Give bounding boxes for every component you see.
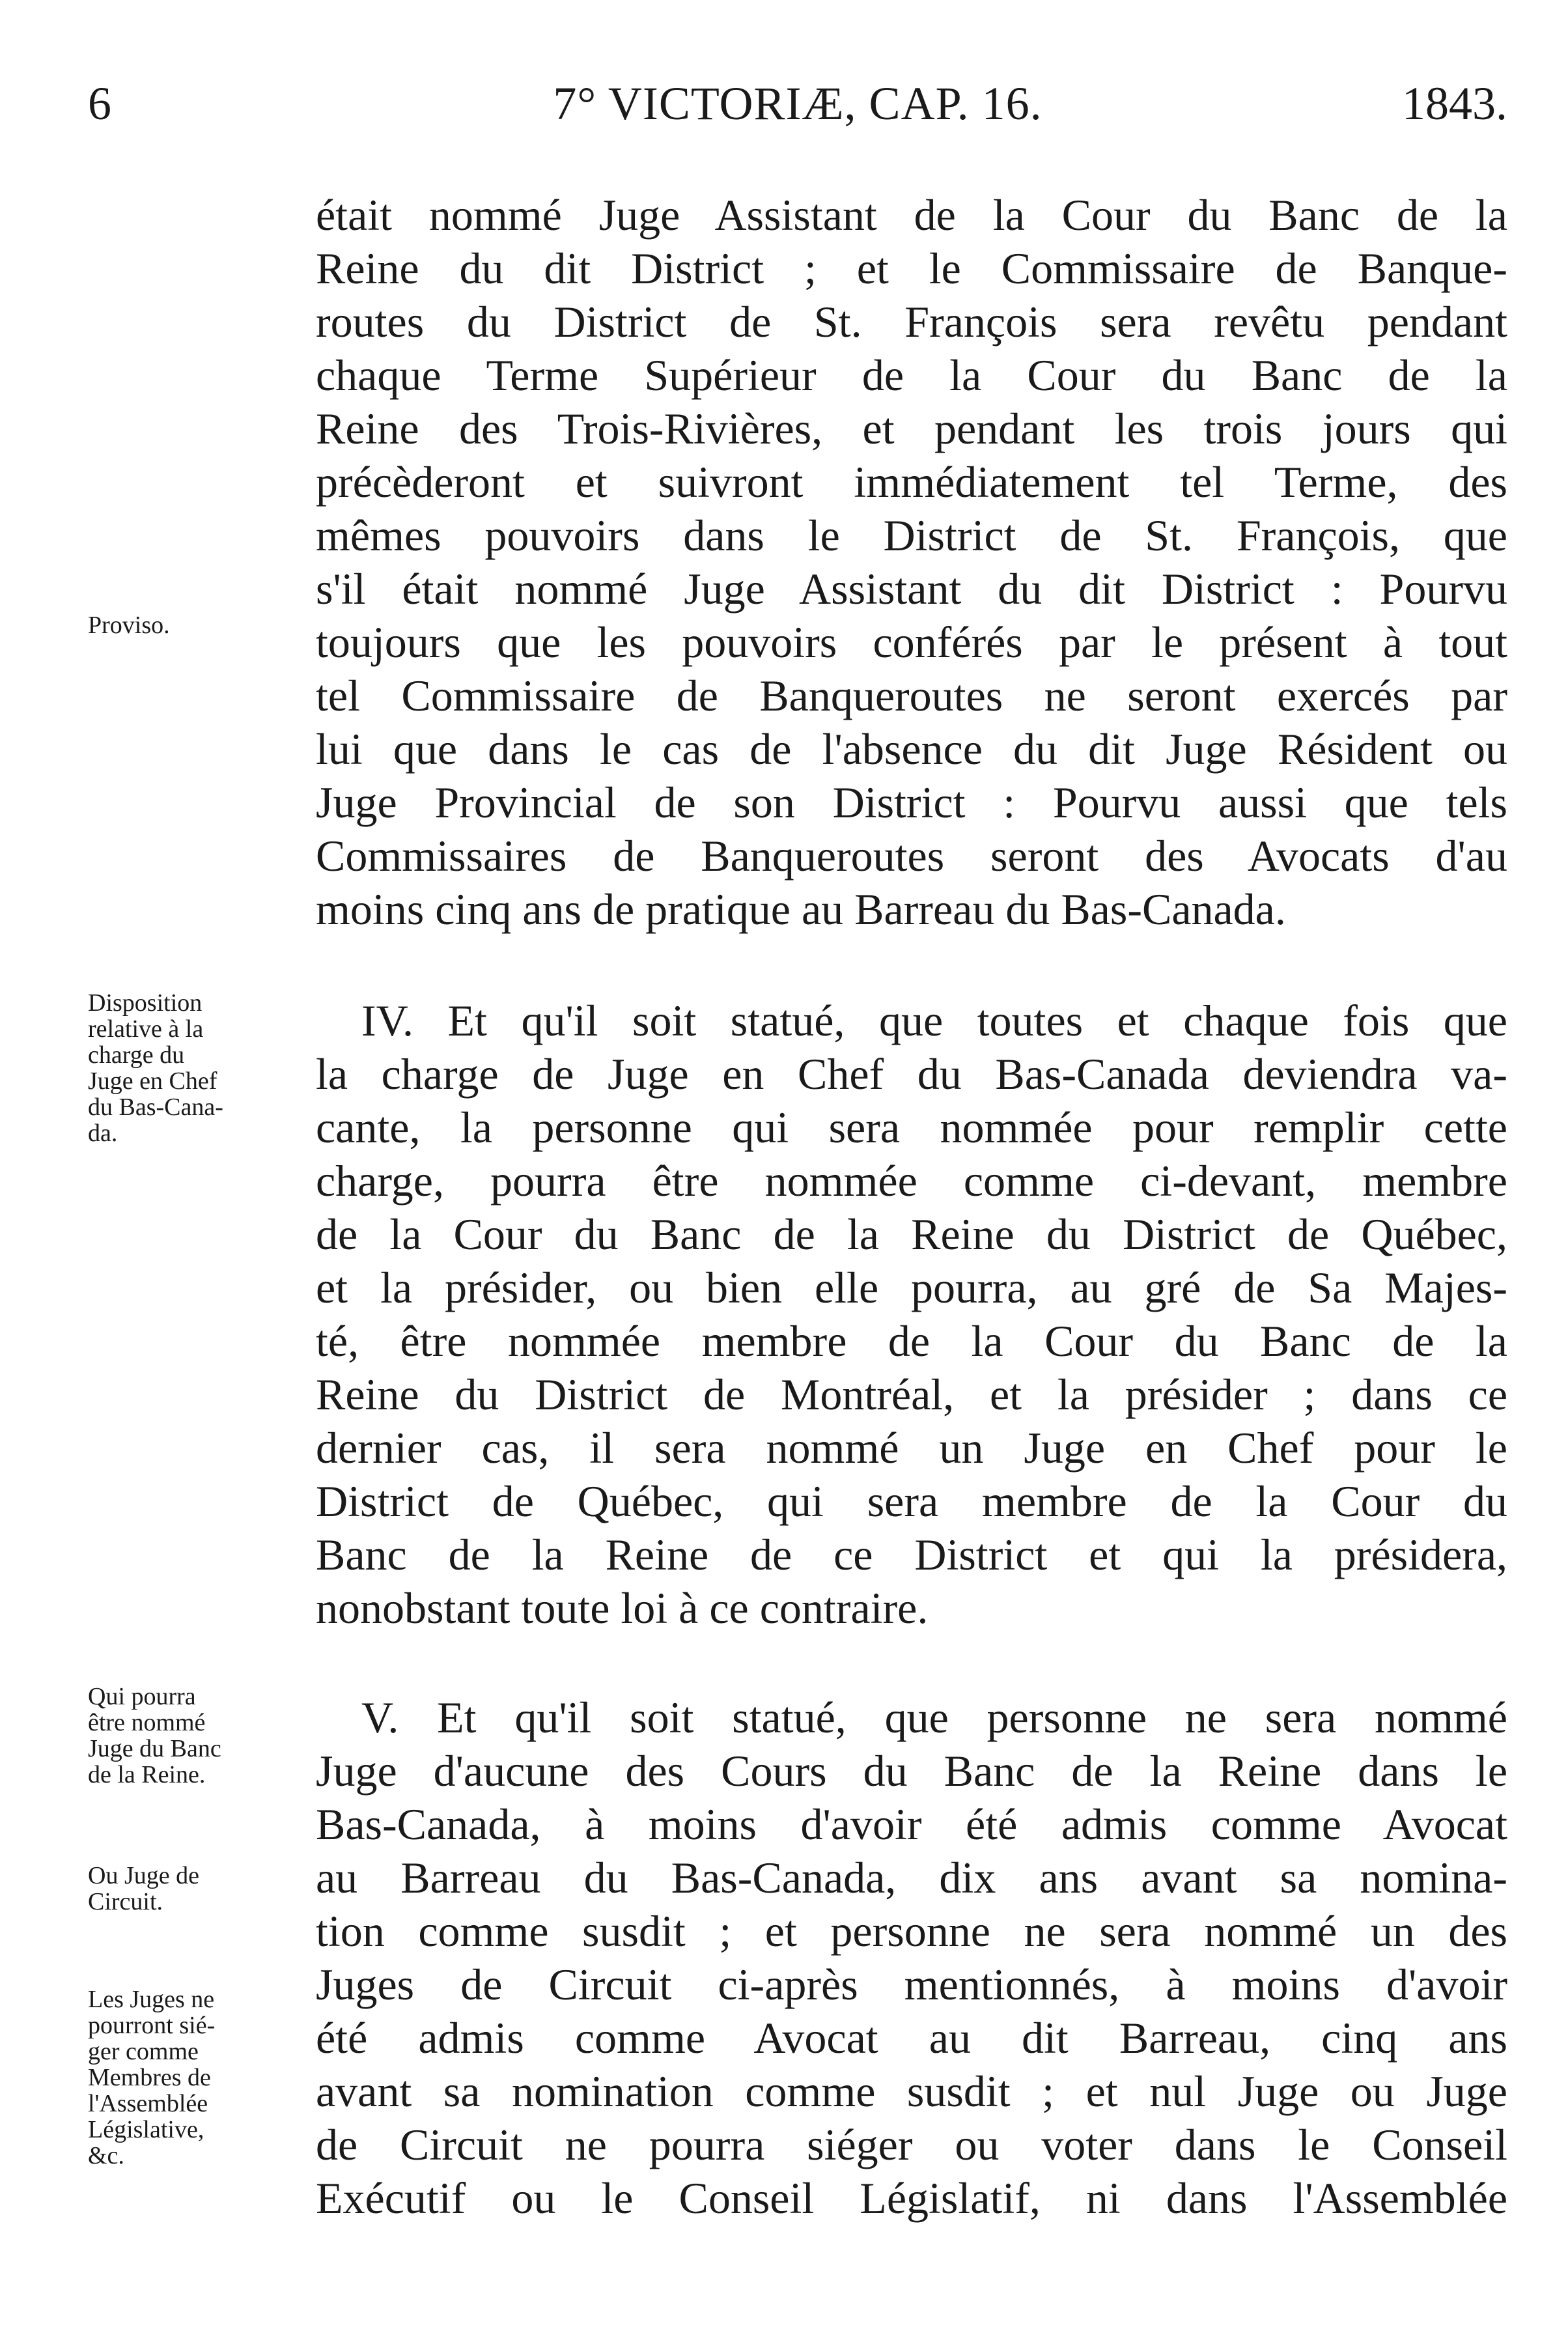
text-line: moins cinq ans de pratique au Barreau du Bas-Canada.	[316, 884, 1286, 934]
section-v-line: V. Et qu'il soit statué, que personne ne sera nommé	[361, 1693, 1507, 1742]
margin-note-line: charge du	[88, 1041, 185, 1069]
text-line: charge, pourra être nommée comme ci-devant, membre	[316, 1156, 1507, 1206]
margin-note-line: ger comme	[88, 2038, 199, 2065]
margin-note-line: &c.	[88, 2142, 124, 2169]
year: 1843.	[1402, 78, 1507, 130]
text-line: de la Cour du Banc de la Reine du District de Québec,	[316, 1209, 1507, 1259]
margin-note-line: Les Juges ne	[88, 1986, 215, 2013]
margin-note-line: du Bas-Cana-	[88, 1093, 223, 1121]
margin-note-line: relative à la	[88, 1015, 204, 1043]
text-line: routes du District de St. François sera revêtu pendant	[316, 297, 1507, 346]
margin-note-line: être nommé	[88, 1709, 206, 1736]
margin-note-chief-justice	[88, 990, 277, 1146]
text-line: tion comme susdit ; et personne ne sera nommé un des	[316, 1906, 1507, 1956]
page-number: 6	[88, 78, 111, 130]
text-line: Commissaires de Banqueroutes seront des Avocats d'au	[316, 831, 1507, 881]
text-line: Banc de la Reine de ce District et qui la présidera,	[316, 1530, 1507, 1579]
text-line: chaque Terme Supérieur de la Cour du Banc de la	[316, 350, 1507, 400]
margin-note-qualification	[88, 1684, 277, 1788]
text-line: Juge d'aucune des Cours du Banc de la Reine dans le	[316, 1746, 1507, 1796]
text-line: nonobstant toute loi à ce contraire.	[316, 1583, 929, 1633]
text-line: Juge Provincial de son District : Pourvu aussi que tels	[316, 778, 1507, 827]
text-line: mêmes pouvoirs dans le District de St. François, que	[316, 511, 1507, 560]
margin-note-proviso	[88, 612, 277, 638]
margin-note-line: Membres de	[88, 2064, 211, 2091]
margin-note-line: Ou Juge de	[88, 1862, 199, 1889]
margin-note-assembly	[88, 1986, 277, 2169]
running-title: 7° VICTORIÆ, CAP. 16.	[553, 78, 1043, 130]
margin-note-line: da.	[88, 1120, 118, 1147]
text-line: précèderont et suivront immédiatement tel Terme, des	[316, 457, 1507, 507]
margin-note-line: Juge du Banc	[88, 1735, 221, 1762]
text-line: Exécutif ou le Conseil Législatif, ni dans l'Assemblée	[316, 2173, 1507, 2223]
margin-note-line: Circuit.	[88, 1888, 163, 1915]
text-line: Reine des Trois-Rivières, et pendant les trois jours qui	[316, 404, 1507, 453]
section-iv-line: IV. Et qu'il soit statué, que toutes et chaque fois que	[361, 996, 1507, 1045]
text-line: Bas-Canada, à moins d'avoir été admis comme Avocat	[316, 1799, 1507, 1849]
text-line: avant sa nomination comme susdit ; et nul Juge ou Juge	[316, 2066, 1507, 2116]
text-line: de Circuit ne pourra siéger ou voter dans le Conseil	[316, 2120, 1507, 2169]
margin-note-line: Juge en Chef	[88, 1067, 217, 1095]
text-line: au Barreau du Bas-Canada, dix ans avant sa nomina-	[316, 1853, 1507, 1902]
text-line: Reine du dit District ; et le Commissaire de Banque-	[316, 244, 1507, 293]
text-line: Reine du District de Montréal, et la présider ; dans ce	[316, 1370, 1507, 1419]
text-line: s'il était nommé Juge Assistant du dit District : Pourvu	[316, 564, 1507, 613]
margin-note-line: l'Assemblée	[88, 2090, 208, 2117]
text-line: toujours que les pouvoirs conférés par le présent à tout	[316, 617, 1507, 667]
margin-note-line: de la Reine.	[88, 1761, 206, 1788]
margin-note-line: Proviso.	[88, 612, 170, 639]
text-line: dernier cas, il sera nommé un Juge en Chef pour le	[316, 1423, 1507, 1473]
text-line: la charge de Juge en Chef du Bas-Canada deviendra va-	[316, 1049, 1507, 1099]
text-line: té, être nommée membre de la Cour du Banc de la	[316, 1316, 1507, 1366]
text-line: cante, la personne qui sera nommée pour remplir cette	[316, 1103, 1507, 1152]
text-line: était nommé Juge Assistant de la Cour du Banc de la	[316, 190, 1507, 240]
text-line: tel Commissaire de Banqueroutes ne seront exercés par	[316, 671, 1507, 720]
text-line: été admis comme Avocat au dit Barreau, cinq ans	[316, 2013, 1507, 2063]
page-header	[88, 77, 1507, 135]
text-line: lui que dans le cas de l'absence du dit Juge Résident ou	[316, 724, 1507, 774]
text-line: District de Québec, qui sera membre de la Cour du	[316, 1476, 1507, 1526]
text-line: et la présider, ou bien elle pourra, au gré de Sa Majes-	[316, 1263, 1507, 1312]
margin-note-circuit-judge	[88, 1863, 277, 1915]
margin-note-line: Qui pourra	[88, 1683, 196, 1710]
margin-note-line: pourront sié-	[88, 2012, 216, 2039]
margin-note-line: Disposition	[88, 989, 203, 1017]
text-line: Juges de Circuit ci-après mentionnés, à moins d'avoir	[316, 1960, 1507, 2009]
margin-note-line: Législative,	[88, 2116, 204, 2143]
